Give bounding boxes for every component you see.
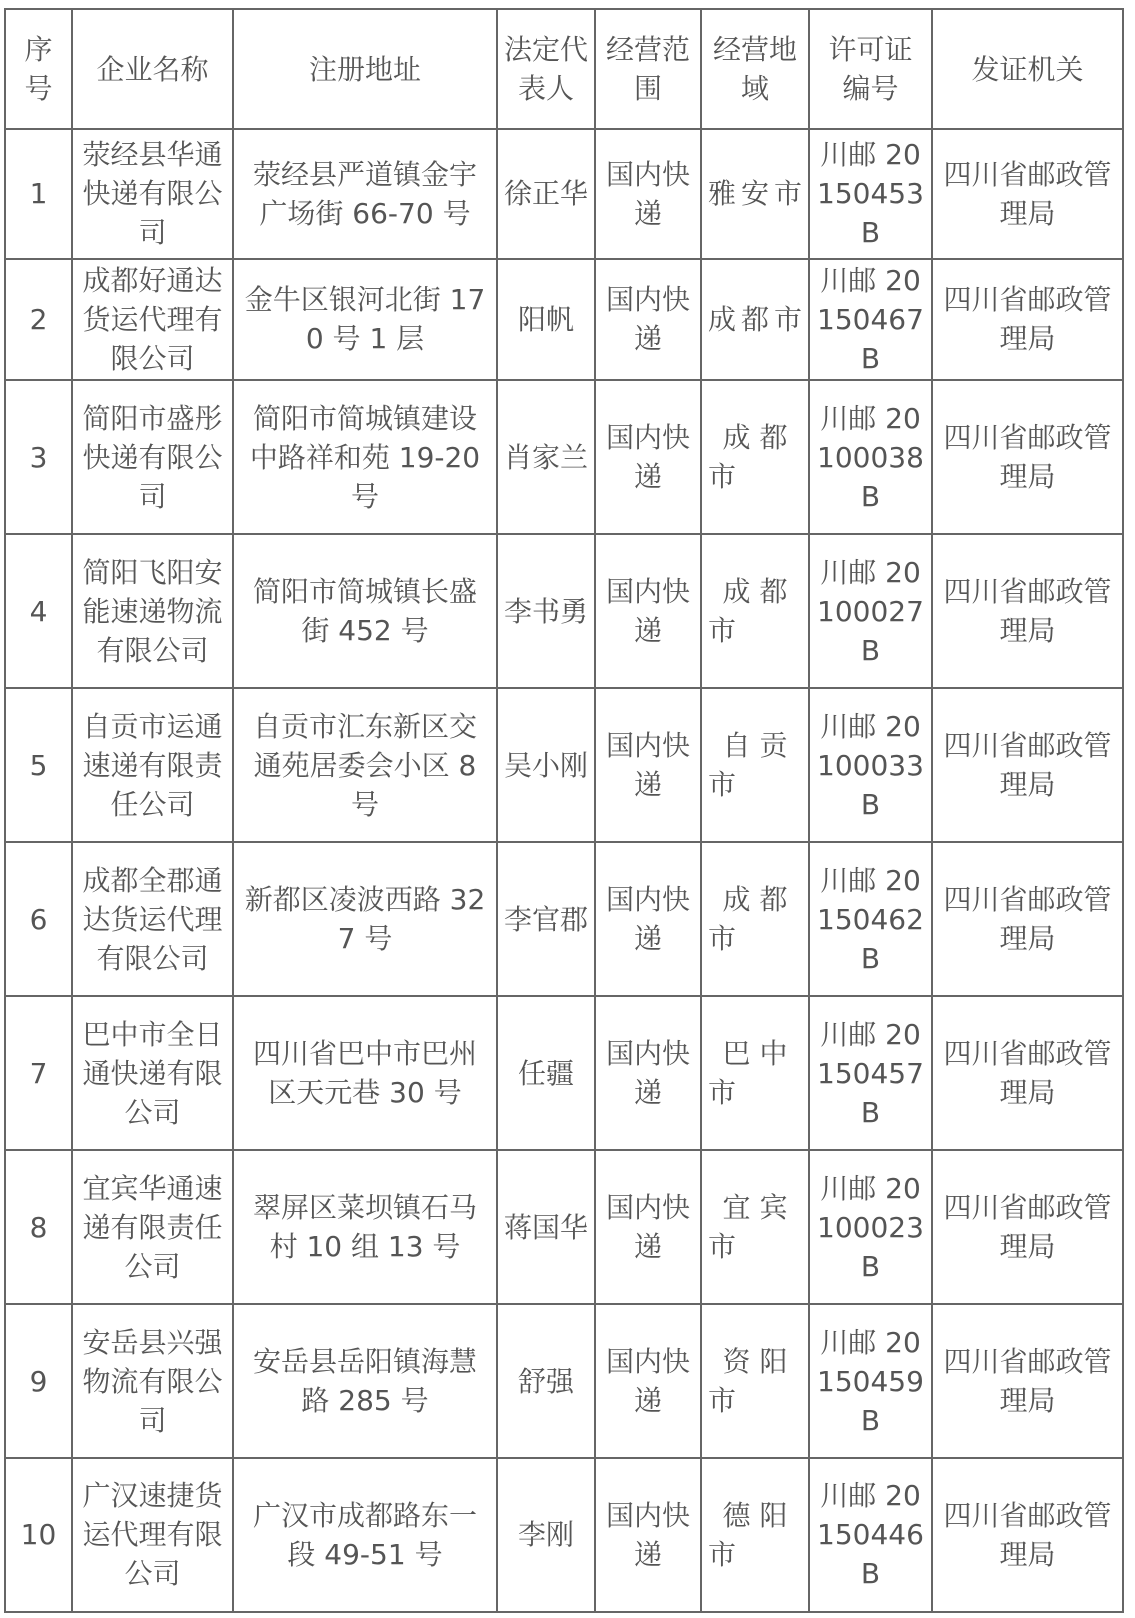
cell-scope: 国内快递 — [595, 842, 701, 996]
cell-legal-rep: 李刚 — [497, 1458, 595, 1612]
cell-region: 成 都 市 — [701, 842, 809, 996]
cell-company: 成都好通达货运代理有限公司 — [72, 259, 233, 381]
cell-scope: 国内快递 — [595, 996, 701, 1150]
cell-license: 川邮 20150462B — [809, 842, 932, 996]
header-region: 经营地域 — [701, 9, 809, 129]
cell-seq: 9 — [5, 1304, 72, 1458]
cell-region: 宜 宾 市 — [701, 1150, 809, 1304]
cell-company: 巴中市全日通快递有限公司 — [72, 996, 233, 1150]
cell-license: 川邮 20150467B — [809, 259, 932, 381]
cell-address: 简阳市简城镇建设中路祥和苑 19-20 号 — [233, 380, 497, 534]
cell-seq: 4 — [5, 534, 72, 688]
cell-license: 川邮 20150459B — [809, 1304, 932, 1458]
cell-address: 安岳县岳阳镇海慧路 285 号 — [233, 1304, 497, 1458]
cell-authority: 四川省邮政管理局 — [932, 996, 1123, 1150]
cell-region: 巴 中 市 — [701, 996, 809, 1150]
cell-seq: 3 — [5, 380, 72, 534]
cell-scope: 国内快递 — [595, 534, 701, 688]
cell-legal-rep: 徐正华 — [497, 129, 595, 259]
cell-scope: 国内快递 — [595, 1304, 701, 1458]
cell-seq: 8 — [5, 1150, 72, 1304]
header-license: 许可证编号 — [809, 9, 932, 129]
cell-address: 自贡市汇东新区交通苑居委会小区 8 号 — [233, 688, 497, 842]
cell-legal-rep: 吴小刚 — [497, 688, 595, 842]
cell-company: 简阳市盛彤快递有限公司 — [72, 380, 233, 534]
cell-authority: 四川省邮政管理局 — [932, 1150, 1123, 1304]
cell-company: 荥经县华通快递有限公司 — [72, 129, 233, 259]
header-row — [5, 9, 1123, 129]
cell-license: 川邮 20150453B — [809, 129, 932, 259]
cell-scope: 国内快递 — [595, 380, 701, 534]
cell-authority: 四川省邮政管理局 — [932, 129, 1123, 259]
cell-company: 成都全郡通达货运代理有限公司 — [72, 842, 233, 996]
cell-license: 川邮 20100033B — [809, 688, 932, 842]
cell-license: 川邮 20150446B — [809, 1458, 932, 1612]
cell-seq: 6 — [5, 842, 72, 996]
cell-region: 成 都 市 — [701, 534, 809, 688]
cell-company: 宜宾华通速递有限责任公司 — [72, 1150, 233, 1304]
cell-region: 德 阳 市 — [701, 1458, 809, 1612]
cell-scope: 国内快递 — [595, 129, 701, 259]
cell-license: 川邮 20150457B — [809, 996, 932, 1150]
cell-authority: 四川省邮政管理局 — [932, 842, 1123, 996]
cell-legal-rep: 阳帆 — [497, 259, 595, 381]
cell-region: 自 贡 市 — [701, 688, 809, 842]
cell-authority: 四川省邮政管理局 — [932, 688, 1123, 842]
cell-legal-rep: 肖家兰 — [497, 380, 595, 534]
cell-authority: 四川省邮政管理局 — [932, 380, 1123, 534]
cell-legal-rep: 李书勇 — [497, 534, 595, 688]
cell-company: 简阳飞阳安能速递物流有限公司 — [72, 534, 233, 688]
cell-region: 成都市 — [701, 259, 809, 381]
cell-license: 川邮 20100038B — [809, 380, 932, 534]
cell-authority: 四川省邮政管理局 — [932, 534, 1123, 688]
license-table — [4, 8, 1124, 1613]
cell-authority: 四川省邮政管理局 — [932, 1458, 1123, 1612]
header-authority: 发证机关 — [932, 9, 1123, 129]
table-row — [5, 259, 1123, 381]
cell-seq: 10 — [5, 1458, 72, 1612]
cell-address: 简阳市简城镇长盛街 452 号 — [233, 534, 497, 688]
cell-scope: 国内快递 — [595, 1458, 701, 1612]
cell-address: 金牛区银河北街 170 号 1 层 — [233, 259, 497, 381]
header-legal-rep: 法定代表人 — [497, 9, 595, 129]
cell-address: 新都区凌波西路 327 号 — [233, 842, 497, 996]
cell-seq: 1 — [5, 129, 72, 259]
cell-address: 翠屏区菜坝镇石马村 10 组 13 号 — [233, 1150, 497, 1304]
cell-seq: 7 — [5, 996, 72, 1150]
header-scope: 经营范围 — [595, 9, 701, 129]
cell-address: 四川省巴中市巴州区天元巷 30 号 — [233, 996, 497, 1150]
header-seq: 序号 — [5, 9, 72, 129]
cell-region: 资 阳 市 — [701, 1304, 809, 1458]
cell-legal-rep: 舒强 — [497, 1304, 595, 1458]
cell-license: 川邮 20100027B — [809, 534, 932, 688]
table-row — [5, 380, 1123, 534]
cell-region: 成 都 市 — [701, 380, 809, 534]
cell-company: 安岳县兴强物流有限公司 — [72, 1304, 233, 1458]
cell-address: 荥经县严道镇金宇广场街 66-70 号 — [233, 129, 497, 259]
cell-authority: 四川省邮政管理局 — [932, 1304, 1123, 1458]
cell-region: 雅安市 — [701, 129, 809, 259]
cell-address: 广汉市成都路东一段 49-51 号 — [233, 1458, 497, 1612]
cell-seq: 2 — [5, 259, 72, 381]
table-row — [5, 534, 1123, 688]
cell-seq: 5 — [5, 688, 72, 842]
cell-legal-rep: 蒋国华 — [497, 1150, 595, 1304]
table-row — [5, 688, 1123, 842]
cell-legal-rep: 任疆 — [497, 996, 595, 1150]
table-row — [5, 1304, 1123, 1458]
cell-company: 自贡市运通速递有限责任公司 — [72, 688, 233, 842]
table-row — [5, 1150, 1123, 1304]
cell-legal-rep: 李官郡 — [497, 842, 595, 996]
cell-authority: 四川省邮政管理局 — [932, 259, 1123, 381]
table-row — [5, 129, 1123, 259]
cell-scope: 国内快递 — [595, 688, 701, 842]
cell-scope: 国内快递 — [595, 259, 701, 381]
cell-license: 川邮 20100023B — [809, 1150, 932, 1304]
table-row — [5, 1458, 1123, 1612]
table-row — [5, 996, 1123, 1150]
cell-scope: 国内快递 — [595, 1150, 701, 1304]
cell-company: 广汉速捷货运代理有限公司 — [72, 1458, 233, 1612]
table-row — [5, 842, 1123, 996]
header-company: 企业名称 — [72, 9, 233, 129]
header-address: 注册地址 — [233, 9, 497, 129]
